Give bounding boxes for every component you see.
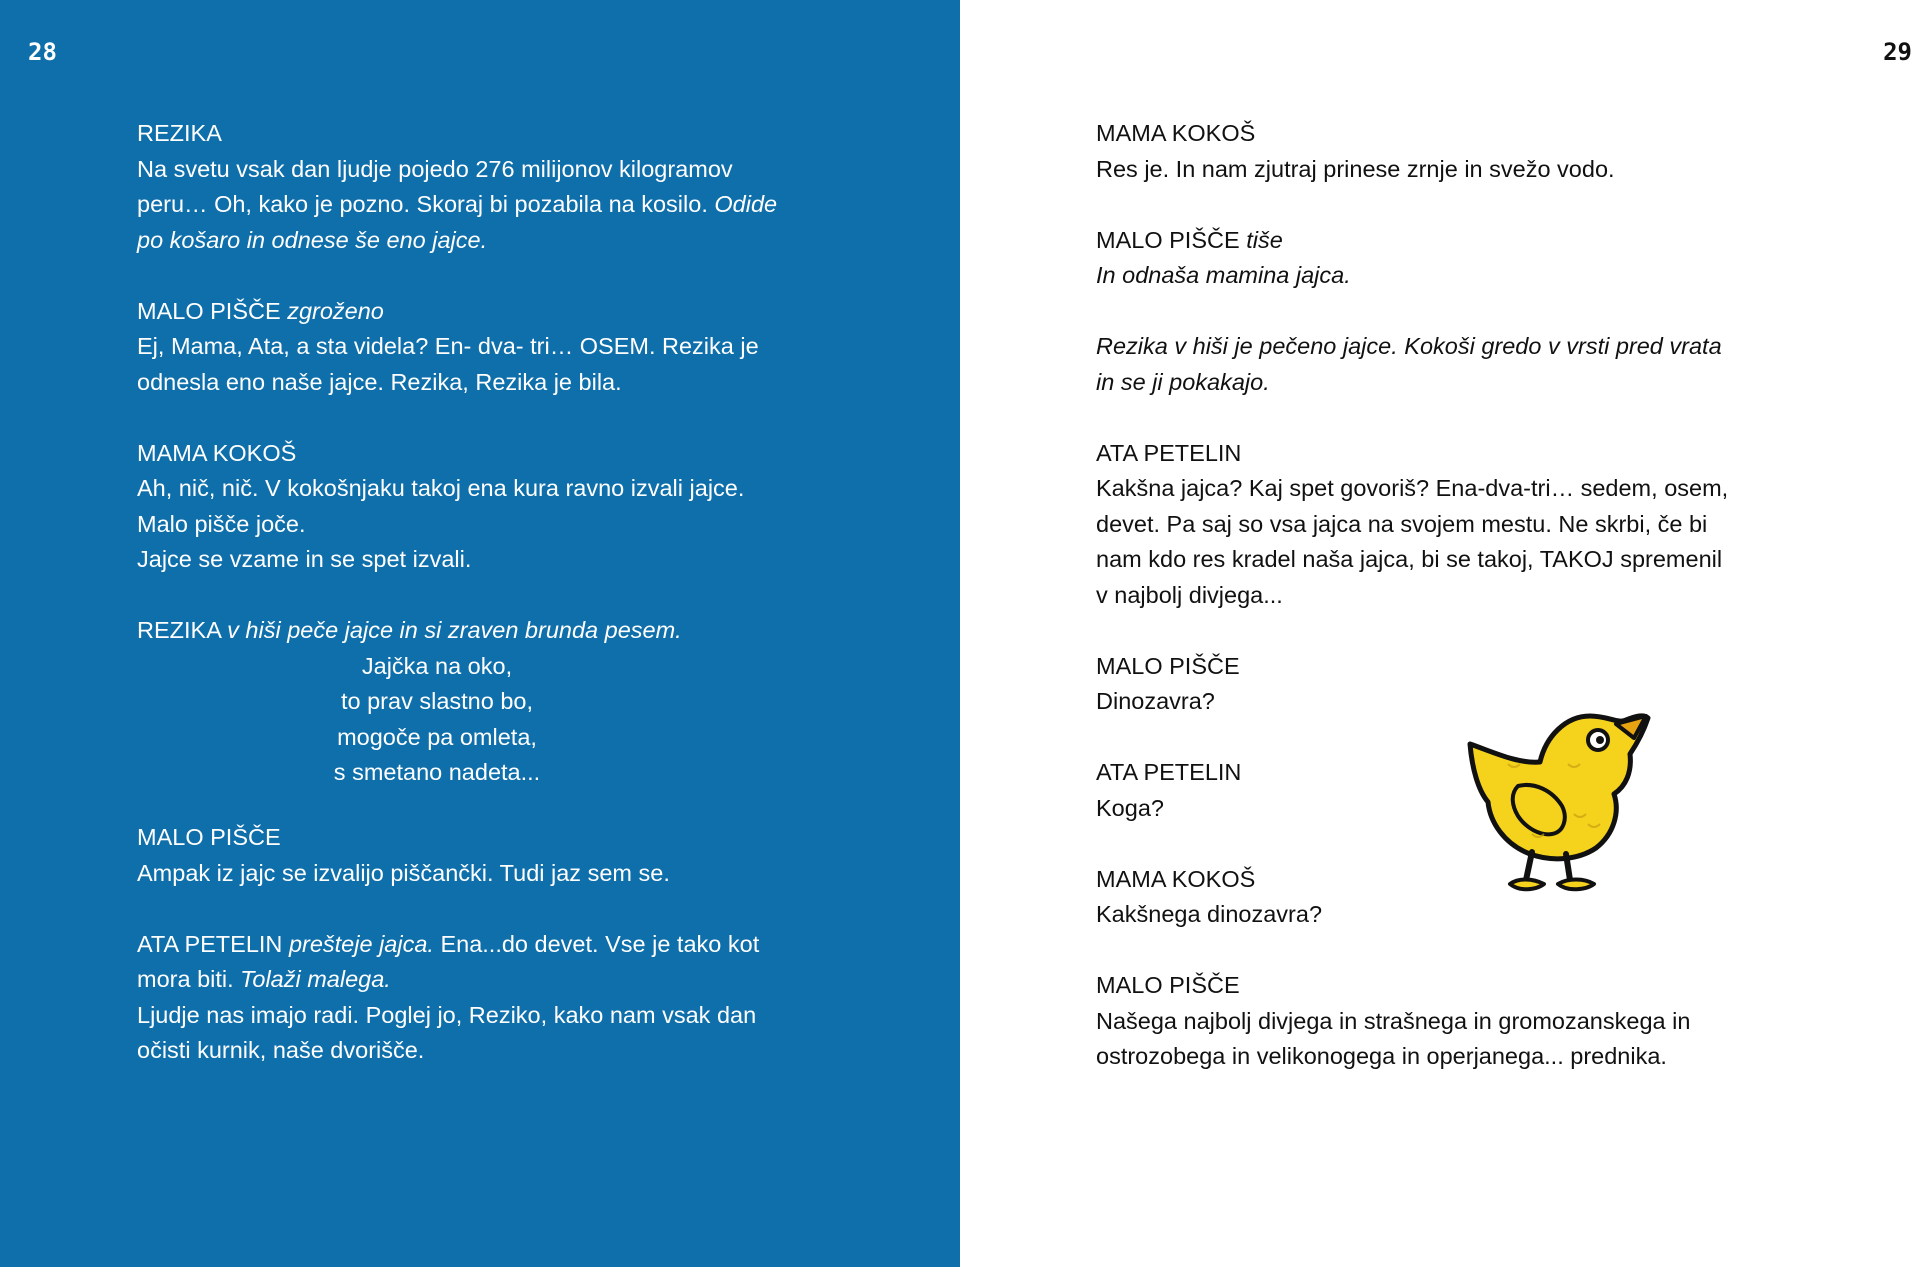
dialogue-line: Kakšna jajca? Kaj spet govoriš? Ena-dva-tri… sedem, osem, (1096, 475, 1729, 501)
stage-direction: po košaro in odnese še eno jajce. (137, 226, 488, 253)
dialogue-line: Ej, Mama, Ata, a sta videla? En- dva- tri… OSEM. Rezika je (137, 333, 759, 359)
dialogue-line: Ampak iz jajc se izvalijo piščančki. Tudi jaz sem se. (137, 859, 670, 886)
speaker-name: MAMA KOKOŠ (137, 439, 297, 466)
stage-direction: Odide (714, 191, 778, 217)
song-line: mogoče pa omleta, (337, 723, 537, 750)
dialogue-block (137, 820, 857, 891)
stage-direction: in se ji pokakajo. (1096, 368, 1270, 395)
stage-direction: zgroženo (287, 297, 384, 324)
song-line: Jajčka na oko, (361, 652, 513, 679)
dialogue-line: Našega najbolj divjega in strašnega in gromozanskega in (1096, 1007, 1691, 1034)
dialogue-line: Malo pišče joče. (137, 510, 306, 537)
speaker-name: MALO PIŠČE (137, 824, 281, 850)
speaker-name: ATA PETELIN (137, 930, 289, 957)
song-line: s smetano nadeta... (333, 759, 541, 785)
right-page-text (1096, 116, 1816, 1110)
stage-direction: prešteje jajca. (288, 930, 434, 957)
dialogue-line: očisti kurnik, naše dvorišče. (137, 1037, 425, 1063)
right-page (960, 0, 1920, 1267)
dialogue-block (137, 294, 857, 401)
stage-direction: In odnaša mamina jajca. (1096, 262, 1351, 288)
dialogue-line: Kakšnega dinozavra? (1096, 901, 1323, 927)
speaker-name: MAMA KOKOŠ (1096, 120, 1256, 146)
song-line: to prav slastno bo, (340, 688, 534, 714)
speaker-name: MALO PIŠČE (1096, 226, 1247, 253)
dialogue-block (1096, 116, 1816, 187)
dialogue-text: Ena...do devet. Vse je tako kot (433, 930, 760, 957)
dialogue-line (137, 187, 857, 223)
dialogue-line (137, 962, 857, 998)
left-page-text (137, 116, 857, 1104)
dialogue-line: Ljudje nas imajo radi. Poglej jo, Reziko, kako nam vsak dan (137, 1001, 757, 1028)
stage-direction: v hiši peče jajce in si zraven brunda pesem. (227, 617, 682, 643)
dialogue-text: mora biti. (137, 966, 241, 992)
speaker-line (137, 927, 857, 963)
page-number-left: 28 (28, 38, 57, 66)
speaker-line (137, 613, 857, 649)
speaker-name: MAMA KOKOŠ (1096, 865, 1256, 892)
dialogue-line: Res je. In nam zjutraj prinese zrnje in svežo vodo. (1096, 155, 1615, 182)
dialogue-block (1096, 223, 1816, 294)
yellow-chick-icon (1448, 694, 1658, 904)
dialogue-block (137, 116, 857, 258)
speaker-name: MALO PIŠČE (1096, 972, 1240, 998)
stage-direction: tiše (1246, 226, 1283, 253)
dialogue-line: devet. Pa saj so vsa jajca na svojem mestu. Ne skrbi, če bi (1096, 510, 1708, 537)
dialogue-line: ostrozobega in velikonogega in operjanega... prednika. (1096, 1043, 1667, 1069)
page-number-right: 29 (1883, 38, 1912, 66)
dialogue-line: Jajce se vzame in se spet izvali. (137, 546, 472, 572)
speaker-line (1096, 223, 1816, 259)
dialogue-line: odnesla eno naše jajce. Rezika, Rezika je bila. (137, 368, 622, 395)
dialogue-block (137, 436, 857, 578)
dialogue-block (1096, 436, 1816, 614)
speaker-name: ATA PETELIN (1096, 439, 1242, 466)
dialogue-block (137, 613, 857, 791)
dialogue-text: peru… Oh, kako je pozno. Skoraj bi pozabila na kosilo. (137, 191, 715, 217)
dialogue-line: Na svetu vsak dan ljudje pojedo 276 milijonov kilogramov (137, 155, 733, 182)
dialogue-line: nam kdo res kradel naša jajca, bi se takoj, TAKOJ spremenil (1096, 546, 1723, 572)
speaker-name: REZIKA (137, 120, 222, 146)
speaker-name: ATA PETELIN (1096, 759, 1242, 785)
stage-direction: Tolaži malega. (240, 966, 391, 992)
dialogue-block (1096, 968, 1816, 1075)
dialogue-line: v najbolj divjega... (1096, 581, 1283, 608)
dialogue-line: Ah, nič, nič. V kokošnjaku takoj ena kura ravno izvali jajce. (137, 475, 745, 501)
speaker-line (137, 294, 857, 330)
stage-direction-block (1096, 329, 1816, 400)
dialogue-block (137, 927, 857, 1069)
dialogue-line: Dinozavra? (1096, 688, 1215, 714)
dialogue-line: Koga? (1096, 794, 1164, 821)
speaker-name: REZIKA (137, 617, 228, 643)
stage-direction: Rezika v hiši je pečeno jajce. Kokoši gredo v vrsti pred vrata (1096, 333, 1722, 359)
speaker-name: MALO PIŠČE (137, 297, 288, 324)
speaker-name: MALO PIŠČE (1096, 652, 1240, 679)
